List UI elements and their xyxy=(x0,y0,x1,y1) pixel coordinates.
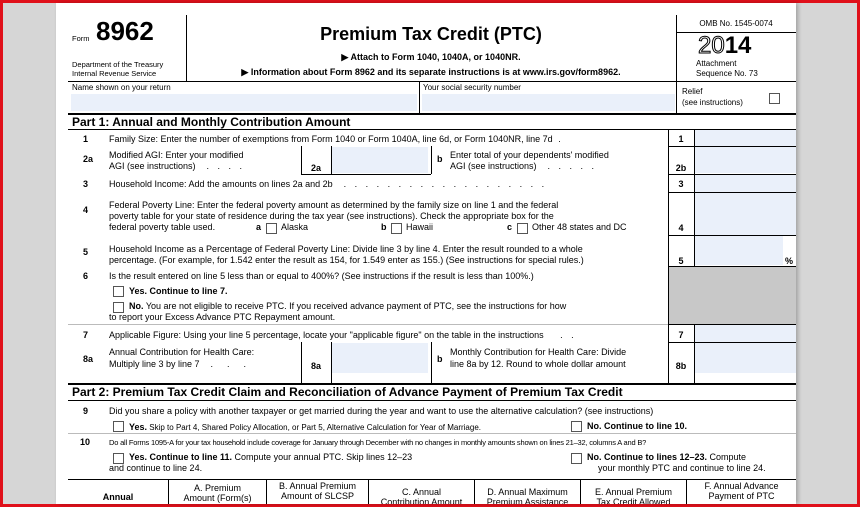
line10-yes-bold: Yes. Continue to line 11. xyxy=(129,452,233,462)
line10-yes-label: Compute your annual PTC. Skip lines 12–23 xyxy=(234,452,413,462)
line2a-number: 2a xyxy=(83,154,94,164)
line9-no-checkbox[interactable] xyxy=(571,421,582,432)
line6-number: 6 xyxy=(83,271,89,281)
info-instruction: ▶ Information about Form 8962 and its separate instructions is at www.irs.gov/form8962. xyxy=(241,67,621,77)
line8b-text1: Monthly Contribution for Health Care: Divide xyxy=(450,347,627,357)
attachment-label: Attachment xyxy=(696,59,737,68)
line8a-label: Multiply line 3 by line 7 xyxy=(109,359,200,369)
form-number: 8962 xyxy=(96,16,154,46)
line10-no-text2: your monthly PTC and continue to line 24. xyxy=(598,463,766,473)
line10-no-text1 xyxy=(587,452,746,463)
line6-no-text1 xyxy=(129,301,664,312)
line9-yes-text xyxy=(129,422,481,433)
col-f-line2: Payment of PTC xyxy=(708,491,775,501)
other-48-states-checkbox[interactable] xyxy=(517,223,528,234)
ssn-input[interactable] xyxy=(422,94,675,111)
line7-box-label: 7 xyxy=(678,330,684,340)
col-f-line1: F. Annual Advance xyxy=(704,481,779,491)
col-e-line1: E. Annual Premium xyxy=(594,487,673,497)
col-b-header xyxy=(267,481,368,501)
line10-number: 10 xyxy=(80,437,91,447)
line1-number: 1 xyxy=(83,134,89,144)
part2-title: Part 2: Premium Tax Credit Claim and Reconciliation of Advance Payment of Premium Tax Credit xyxy=(72,385,623,399)
line4-number: 4 xyxy=(83,205,89,215)
col-a-line1: A. Premium xyxy=(193,483,241,493)
line10-no-label: Compute xyxy=(709,452,747,462)
line9-yes-bold: Yes. xyxy=(129,422,148,432)
alaska-label: Alaska xyxy=(281,222,309,232)
form-word: Form xyxy=(72,34,90,43)
line3-label: Household Income: Add the amounts on lines 2a and 2b xyxy=(109,179,333,189)
col-a-header xyxy=(169,483,266,503)
omb-number: OMB No. 1545-0074 xyxy=(699,19,773,28)
line10-yes-text1 xyxy=(129,452,412,463)
line5-text1: Household Income as a Percentage of Federal Poverty Line: Divide line 3 by line 4. Enter the result rounded to a whole xyxy=(109,244,583,254)
line8a-input[interactable] xyxy=(332,343,428,373)
line5-box-label: 5 xyxy=(678,256,684,266)
col-f-header xyxy=(687,481,796,501)
tax-year xyxy=(698,33,751,59)
other-48-states-label: Other 48 states and DC xyxy=(532,222,627,232)
line1-box-label: 1 xyxy=(678,134,684,144)
line7-text: Applicable Figure: Using your line 5 percentage, locate your "applicable figure" on the table in the instructions . . xyxy=(109,330,577,340)
line5-input[interactable] xyxy=(695,236,783,265)
line5-number: 5 xyxy=(83,247,89,257)
line2b-label: AGI (see instructions) xyxy=(450,161,537,171)
line2b-text1: Enter total of your dependents' modified xyxy=(450,150,609,160)
line9-number: 9 xyxy=(83,406,89,416)
line6-yes-label: Yes. Continue to line 7. xyxy=(129,286,228,296)
relief-checkbox[interactable] xyxy=(769,93,780,104)
line8a-box-label: 8a xyxy=(310,361,321,371)
col-b-line2: Amount of SLCSP xyxy=(280,491,355,501)
line8b-box-label: 8b xyxy=(675,361,687,371)
line9-yes-label: Skip to Part 4, Shared Policy Allocation, or Part 5, Alternative Calculation for Year of Marriage. xyxy=(149,423,481,432)
line8a-text2: Multiply line 3 by line 7 . . . xyxy=(109,359,250,369)
table-annual-label: Annual xyxy=(102,492,134,502)
line4-a-letter: a xyxy=(256,222,262,232)
col-d-header xyxy=(475,487,580,504)
line7-label: Applicable Figure: Using your line 5 percentage, locate your "applicable figure" on the table in the instructions xyxy=(109,330,544,340)
col-a-line2: Amount (Form(s) xyxy=(183,493,252,503)
part1-title: Part 1: Annual and Monthly Contribution Amount xyxy=(72,115,351,129)
col-d-line2: Premium Assistance xyxy=(486,497,569,504)
ssn-label: Your social security number xyxy=(423,83,521,92)
name-label: Name shown on your return xyxy=(72,83,171,92)
col-e-line2: Tax Credit Allowed xyxy=(596,497,671,504)
line8a-number: 8a xyxy=(83,354,94,364)
line6-yes-checkbox[interactable] xyxy=(113,286,124,297)
col-b-line1: B. Annual Premium xyxy=(278,481,357,491)
line2a-text2: AGI (see instructions) . . . . xyxy=(109,161,246,171)
hawaii-label: Hawaii xyxy=(406,222,434,232)
attach-instruction: ▶ Attach to Form 1040, 1040A, or 1040NR. xyxy=(341,52,521,62)
line8b-letter: b xyxy=(437,354,443,364)
year-suffix: 14 xyxy=(724,32,752,59)
col-c-line1: C. Annual xyxy=(401,487,442,497)
line2a-label: AGI (see instructions) xyxy=(109,161,196,171)
line9-text: Did you share a policy with another taxpayer or get married during the year and want to use the alternative calculation? (see instructions) xyxy=(109,406,654,416)
relief-label: Relief xyxy=(682,87,703,96)
line2b-box-label: 2b xyxy=(675,163,687,173)
line4-input[interactable] xyxy=(695,193,796,235)
line8a-text1: Annual Contribution for Health Care: xyxy=(109,347,255,357)
col-c-line2: Contribution Amount xyxy=(380,497,463,504)
col-c-header xyxy=(369,487,474,504)
line4-text1: Federal Poverty Line: Enter the federal poverty amount as determined by the family size on line 1 and the federal xyxy=(109,200,559,210)
line3-input[interactable] xyxy=(695,175,796,192)
line10-yes-text2: and continue to line 24. xyxy=(109,463,203,473)
line2a-input[interactable] xyxy=(332,147,428,173)
line8b-input[interactable] xyxy=(695,343,796,373)
line10-no-checkbox[interactable] xyxy=(571,453,582,464)
name-input[interactable] xyxy=(71,94,417,111)
line4-box-label: 4 xyxy=(678,223,684,233)
line2a-text1: Modified AGI: Enter your modified xyxy=(109,150,244,160)
line9-yes-checkbox[interactable] xyxy=(113,421,124,432)
line1-input[interactable] xyxy=(695,130,796,146)
line4-b-letter: b xyxy=(381,222,387,232)
line1-text: Family Size: Enter the number of exemptions from Form 1040 or Form 1040A, line 6d, or Form 1040NR, line 7d . xyxy=(109,134,564,144)
line2a-box-label: 2a xyxy=(310,163,321,173)
line10-no-bold: No. Continue to lines 12–23. xyxy=(587,452,708,462)
dept-line2: Internal Revenue Service xyxy=(72,69,157,78)
line5-percent: % xyxy=(785,256,794,266)
line4-text3: federal poverty table used. xyxy=(109,222,216,232)
line6-no-text2: to report your Excess Advance PTC Repayment amount. xyxy=(109,312,336,322)
line6-shaded-area xyxy=(669,267,796,324)
line5-text2: percentage. (For example, for 1.542 enter the result as 154, for 1.549 enter as 155.) (See instructions for special rules.) xyxy=(109,255,584,265)
dept-line1: Department of the Treasury xyxy=(72,60,164,69)
line7-number: 7 xyxy=(83,330,89,340)
line4-c-letter: c xyxy=(507,222,513,232)
line6-no-label: You are not eligible to receive PTC. If you received advance payment of PTC, see the instructions for how xyxy=(145,301,567,311)
line4-text2: poverty table for your state of residence during the tax year (see instructions). Check the appropriate box for the xyxy=(109,211,554,221)
alaska-checkbox[interactable] xyxy=(266,223,277,234)
hawaii-checkbox[interactable] xyxy=(391,223,402,234)
form-title: Premium Tax Credit (PTC) xyxy=(320,24,542,44)
line1-label: Family Size: Enter the number of exemptions from Form 1040 or Form 1040A, line 6d, or Form 1040NR, line 7d xyxy=(109,134,553,144)
line2b-text2: AGI (see instructions) . . . . . xyxy=(450,161,598,171)
sequence-number: Sequence No. 73 xyxy=(696,69,758,78)
col-e-header xyxy=(581,487,686,504)
line3-text: Household Income: Add the amounts on lines 2a and 2b . . . . . . . . . . . . . . . . . . . xyxy=(109,179,548,189)
relief-sub-label: (see instructions) xyxy=(682,98,743,107)
line3-box-label: 3 xyxy=(678,179,684,189)
year-prefix: 20 xyxy=(698,32,725,59)
line3-number: 3 xyxy=(83,179,89,189)
line2b-letter: b xyxy=(437,154,443,164)
line6-no-bold: No. xyxy=(129,301,144,311)
line10-text: Do all Forms 1095-A for your tax household include coverage for January through December with no changes in monthly amounts shown on lines 21–32, columns A and B? xyxy=(109,438,647,447)
line6-text: Is the result entered on line 5 less than or equal to 400%? (See instructions if the result is less than 100%.) xyxy=(109,271,534,281)
line2b-input[interactable] xyxy=(695,147,796,173)
col-d-line1: D. Annual Maximum xyxy=(487,487,568,497)
form-page xyxy=(56,3,796,504)
line7-input[interactable] xyxy=(695,325,796,342)
line9-no-label: No. Continue to line 10. xyxy=(587,421,688,431)
line8b-text2: line 8a by 12. Round to whole dollar amount xyxy=(450,359,626,369)
